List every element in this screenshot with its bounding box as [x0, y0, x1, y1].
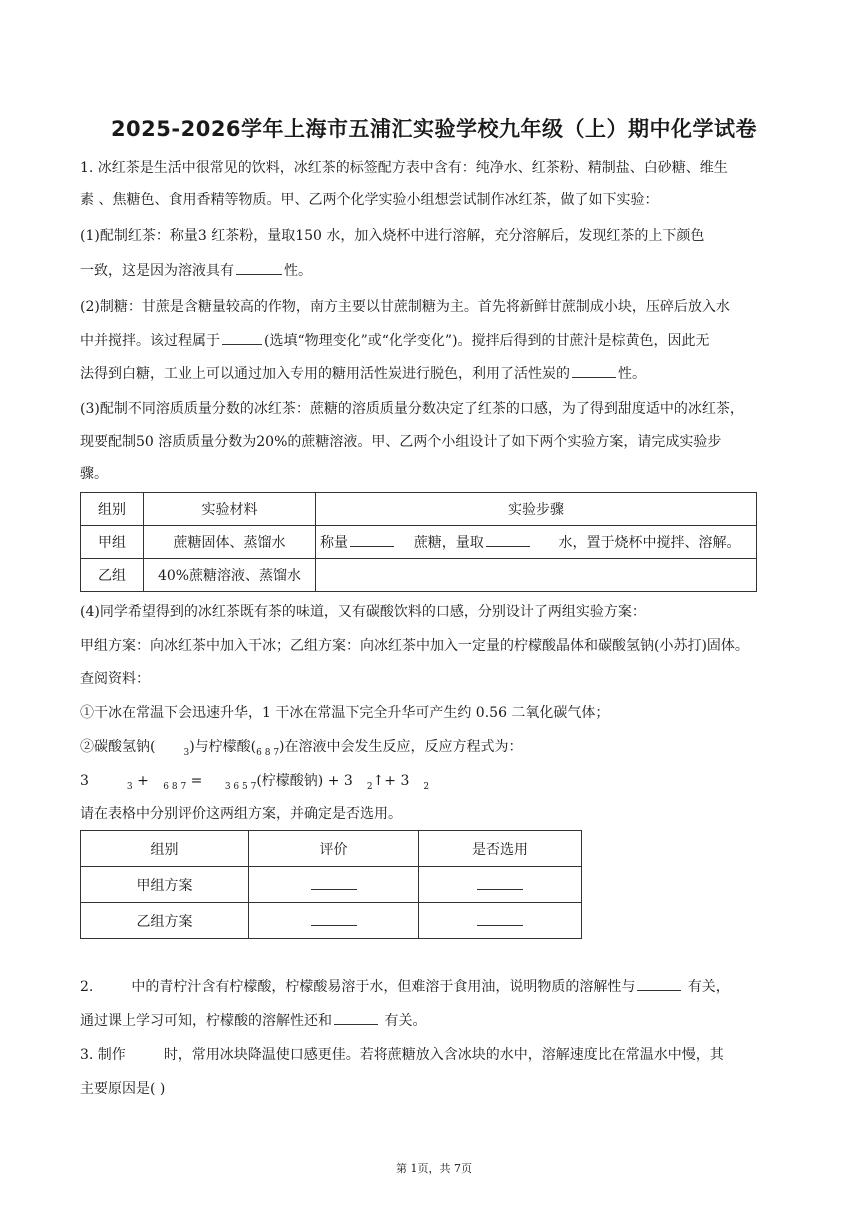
q1-part2-text-c: 法得到白糖，工业上可以通过加入专用的糖用活性炭进行脱色，利用了活性炭的	[80, 366, 570, 382]
step-text: 蔗糖，量取	[413, 535, 484, 551]
line-text: 时，常用冰块降温使口感更佳。若将蔗糖放入含冰块的水中，溶解速度比在常温水中慢，其	[163, 1047, 724, 1063]
table-row	[81, 526, 757, 559]
q1-part2-line3	[80, 363, 646, 384]
equation-text: (柠檬酸钠) + 3	[256, 773, 353, 789]
line-text: 中的青柠汁含有柠檬酸，柠檬酸易溶于水，但难溶于食用油，说明物质的溶解性与	[131, 979, 636, 995]
q1-part2-text-a: 中并搅拌。该过程属于	[80, 333, 220, 349]
q1-part4-line5	[80, 737, 523, 763]
table-cell: 乙组	[81, 559, 144, 592]
q1-part2-line1: (2)制糖：甘蔗是含糖量较高的作物，南方主要以甘蔗制糖为主。首先将新鲜甘蔗制成小块，压碎后放入水	[80, 299, 730, 315]
table-header-cell: 是否选用	[419, 831, 582, 867]
q1-part1-text: 一致，这是因为溶液具有	[80, 263, 234, 279]
q1-part4-line7: 请在表格中分别评价这两组方案，并确定是否选用。	[80, 806, 402, 822]
q1-part4-line4: ①干冰在常温下会迅速升华，1 干冰在常温下完全升华可产生约 0.56 二氧化碳气体；	[80, 705, 610, 721]
table-header-cell: 组别	[81, 493, 144, 526]
q1-intro-line1: 1. 冰红茶是生活中很常见的饮料，冰红茶的标签配方表中含有：纯净水、红茶粉、精制盐、白砂糖、维生	[80, 160, 728, 176]
line-text: 3. 制作	[80, 1047, 126, 1063]
table-cell	[249, 867, 419, 903]
q1-part3-line2: 现要配制50 溶质质量分数为20%的蔗糖溶液。甲、乙两个小组设计了如下两个实验方案，请完成实验步	[80, 434, 722, 450]
reaction-equation	[80, 771, 429, 797]
equation-symbol: =	[190, 773, 203, 789]
answer-blank[interactable]	[236, 260, 282, 275]
coefficient: 3	[80, 773, 89, 789]
table-cell	[419, 903, 582, 939]
subscript: 3	[183, 748, 190, 758]
answer-blank[interactable]	[222, 330, 262, 345]
exam-title: 2025-2026学年上海市五浦汇实验学校九年级（上）期中化学试卷	[110, 117, 758, 141]
q3-line2: 主要原因是( )	[80, 1081, 166, 1097]
subscript: 6 8 7	[256, 748, 280, 758]
line-text: )在溶液中会发生反应，反应方程式为：	[279, 739, 523, 755]
q1-part3-line1: (3)配制不同溶质质量分数的冰红茶：蔗糖的溶质质量分数决定了红茶的口感，为了得到甜度适中的冰红茶，	[80, 401, 744, 417]
answer-blank[interactable]	[311, 911, 357, 926]
answer-blank[interactable]	[350, 532, 394, 547]
q1-part2-text-b: (选填“物理变化”或“化学变化”)。搅拌后得到的甘蔗汁是棕黄色，因此无	[264, 333, 710, 349]
answer-blank[interactable]	[477, 875, 523, 890]
subscript: 3 6 5 7	[224, 782, 257, 792]
table-cell-answer[interactable]	[316, 559, 757, 592]
page-footer: 第 1页，共 7页	[396, 1162, 472, 1175]
answer-blank[interactable]	[311, 875, 357, 890]
q1-part2-line2	[80, 330, 710, 351]
q2-line1	[80, 976, 730, 997]
table-cell: 40%蔗糖溶液、蒸馏水	[144, 559, 316, 592]
table-cell: 乙组方案	[81, 903, 249, 939]
equation-symbol: +	[137, 773, 149, 789]
table-header-cell: 组别	[81, 831, 249, 867]
q1-intro-line2: 素 、焦糖色、食用香精等物质。甲、乙两个化学实验小组想尝试制作冰红茶，做了如下实验：	[80, 192, 659, 208]
table-cell: 蔗糖固体、蒸馏水	[144, 526, 316, 559]
subscript: 6 8 7	[163, 782, 187, 792]
line-text: )与柠檬酸(	[189, 739, 257, 755]
line-text: 通过课上学习可知，柠檬酸的溶解性还和	[80, 1013, 332, 1029]
answer-blank[interactable]	[486, 532, 530, 547]
answer-blank[interactable]	[637, 976, 681, 991]
q1-part1-line2	[80, 260, 312, 281]
q1-part1-suffix: 性。	[284, 263, 312, 279]
table-row	[81, 903, 582, 939]
step-text: 称量	[320, 535, 348, 551]
table-header-row	[81, 831, 582, 867]
table-cell	[249, 903, 419, 939]
experiment-table	[80, 492, 757, 592]
table-cell: 甲组方案	[81, 867, 249, 903]
q2-line2	[80, 1010, 426, 1031]
table-cell	[419, 867, 582, 903]
table-header-cell: 评价	[249, 831, 419, 867]
evaluation-table	[80, 830, 582, 939]
table-row	[81, 559, 757, 592]
q1-part2-suffix: 性。	[618, 366, 646, 382]
step-text: 水，置于烧杯中搅拌、溶解。	[558, 535, 741, 551]
question-number: 2.	[80, 979, 94, 995]
subscript: 2	[366, 782, 373, 792]
q1-part4-line1: (4)同学希望得到的冰红茶既有茶的味道，又有碳酸饮料的口感，分别设计了两组实验方案：	[80, 604, 646, 620]
table-header-cell: 实验材料	[144, 493, 316, 526]
q3-line1	[80, 1045, 724, 1065]
q1-part4-line2: 甲组方案：向冰红茶中加入干冰；乙组方案：向冰红茶中加入一定量的柠檬酸晶体和碳酸氢钠(小苏打)固体。	[80, 638, 749, 654]
table-header-cell: 实验步骤	[316, 493, 757, 526]
subscript: 2	[423, 782, 430, 792]
table-row	[81, 867, 582, 903]
line-text: ②碳酸氢钠(	[80, 739, 156, 755]
equation-text: ↑+ 3	[372, 773, 410, 789]
answer-blank[interactable]	[572, 363, 616, 378]
line-text: 有关，	[687, 979, 730, 995]
q1-part3-line3: 骤。	[80, 466, 108, 482]
answer-blank[interactable]	[334, 1010, 378, 1025]
q1-part4-line3: 查阅资料：	[80, 671, 150, 687]
answer-blank[interactable]	[477, 911, 523, 926]
subscript: 3	[126, 782, 133, 792]
table-cell	[316, 526, 757, 559]
line-text: 有关。	[384, 1013, 427, 1029]
table-header-row	[81, 493, 757, 526]
table-cell: 甲组	[81, 526, 144, 559]
q1-part1-line1: (1)配制红茶：称量3 红茶粉，量取150 水，加入烧杯中进行溶解，充分溶解后，发现红茶的上下颜色	[80, 228, 705, 244]
